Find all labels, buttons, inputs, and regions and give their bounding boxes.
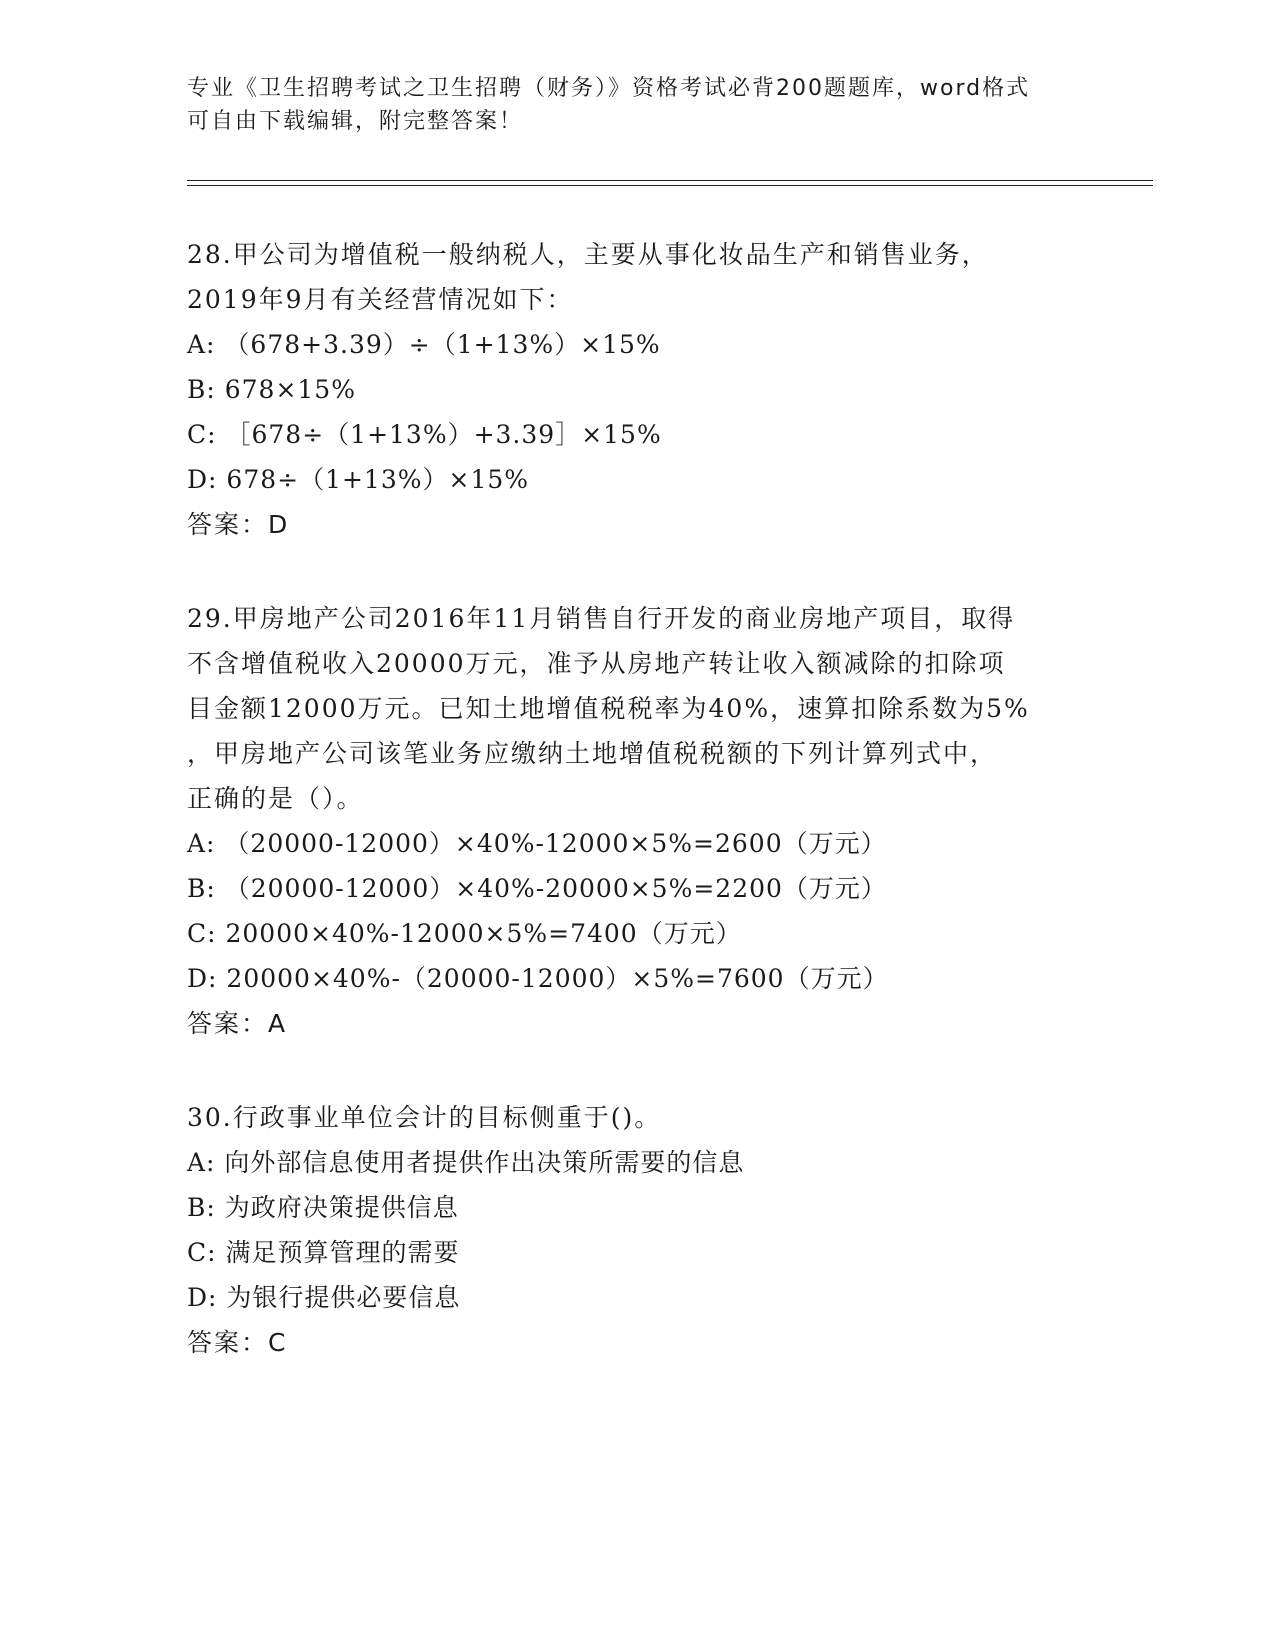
option-c: C: ［678÷（1+13%）+3.39］×15% [187, 420, 662, 449]
stem-line: ，甲房地产公司该笔业务应缴纳土地增值税税额的下列计算列式中， [187, 739, 998, 768]
stem-line: 30.行政事业单位会计的目标侧重于()。 [187, 1103, 662, 1132]
answer-label: 答案：D [187, 510, 290, 539]
option-d: D: 678÷（1+13%）×15% [187, 465, 530, 494]
option-b: B: （20000-12000）×40%-20000×5%=2200（万元） [187, 874, 887, 903]
header-line-1: 专业《卫生招聘考试之卫生招聘（财务）》资格考试必背200题题库，word格式 [187, 76, 1031, 101]
question-28 [187, 232, 1087, 547]
option-c: C: 满足预算管理的需要 [187, 1238, 460, 1267]
header-divider-top [187, 180, 1153, 181]
option-b: B: 为政府决策提供信息 [187, 1193, 459, 1222]
option-c: C: 20000×40%-12000×5%=7400（万元） [187, 919, 742, 948]
option-a: A: （20000-12000）×40%-12000×5%=2600（万元） [187, 829, 887, 858]
question-29 [187, 596, 1087, 1046]
document-header [187, 72, 1087, 138]
question-stem [187, 1095, 1087, 1140]
stem-line: 不含增值税收入20000万元，准予从房地产转让收入额减除的扣除项 [187, 649, 1006, 678]
option-b: B: 678×15% [187, 375, 356, 404]
answer-label: 答案：C [187, 1328, 288, 1357]
stem-line: 2019年9月有关经营情况如下： [187, 285, 574, 314]
option-a: A: （678+3.39）÷（1+13%）×15% [187, 330, 661, 359]
header-divider-bottom [187, 185, 1153, 186]
answer-label: 答案：A [187, 1009, 288, 1038]
question-30 [187, 1095, 1087, 1365]
stem-line: 正确的是（）。 [187, 784, 364, 813]
header-line-2: 可自由下载编辑，附完整答案！ [187, 109, 524, 134]
stem-line: 目金额12000万元。已知土地增值税税率为40%，速算扣除系数为5% [187, 694, 1030, 723]
question-stem [187, 232, 1087, 322]
option-d: D: 为银行提供必要信息 [187, 1283, 461, 1312]
option-a: A: 向外部信息使用者提供作出决策所需要的信息 [187, 1148, 745, 1177]
option-d: D: 20000×40%-（20000-12000）×5%=7600（万元） [187, 964, 889, 993]
stem-line: 29.甲房地产公司2016年11月销售自行开发的商业房地产项目，取得 [187, 604, 1016, 633]
question-stem [187, 596, 1087, 821]
stem-line: 28.甲公司为增值税一般纳税人，主要从事化妆品生产和销售业务， [187, 240, 989, 269]
